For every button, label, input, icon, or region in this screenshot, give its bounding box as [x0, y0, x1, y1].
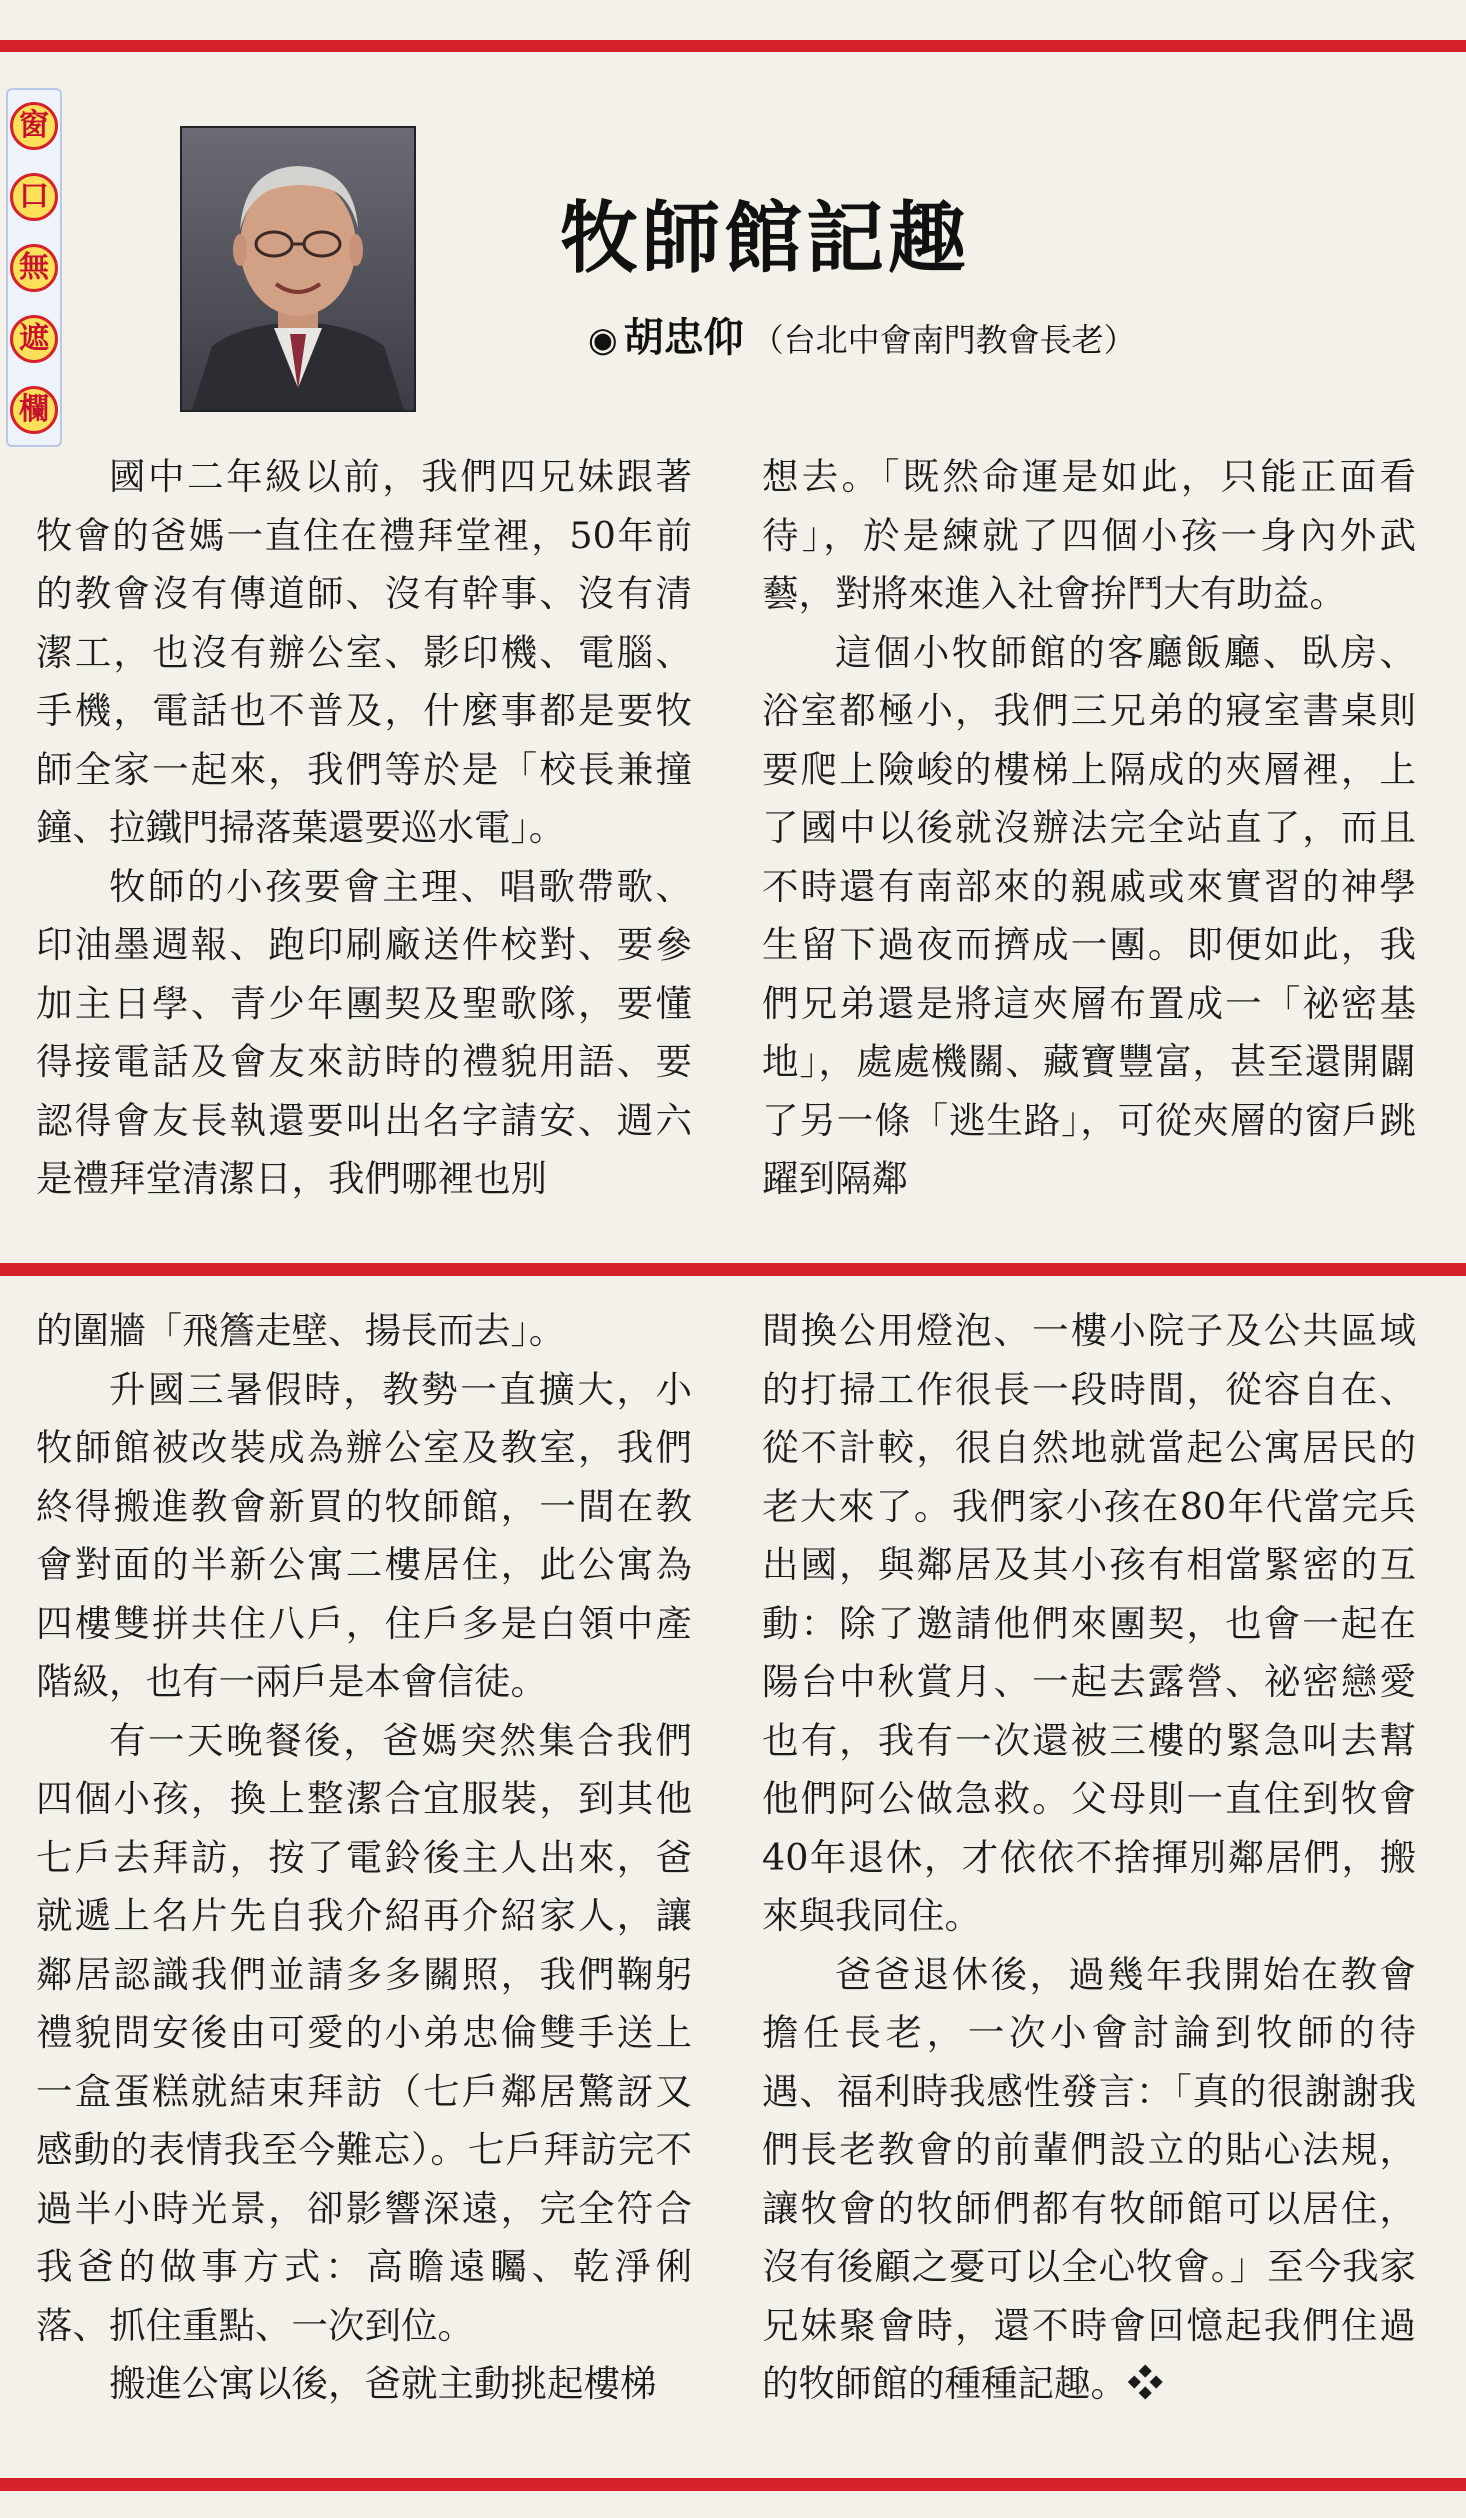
author-name: 胡忠仰 — [623, 315, 744, 361]
byline — [588, 306, 1288, 363]
top-red-rule — [0, 40, 1466, 52]
badge-char-5: 欄 — [10, 386, 58, 434]
paragraph-7-text: 爸爸退休後，過幾年我開始在教會擔任長老，一次小會討論到牧師的待遇、福利時我感性發言：「真的很謝謝我們長老教會的前輩們設立的貼心法規，讓牧會的牧師們都有牧師館可以居住，沒有後顧之憂可以全心牧會。」至今我家兄妹聚會時，還不時會回憶起我們住過的牧師館的種種記趣。 — [762, 1952, 1416, 2405]
column-bottom-left — [36, 1302, 692, 2414]
middle-red-rule — [0, 1263, 1466, 1276]
paragraph-4: 升國三暑假時，教勢一直擴大，小牧師館被改裝成為辦公室及教室，我們終得搬進教會新買的牧師館，一間在教會對面的半新公寓二樓居住，此公寓為四樓雙拼共住八戶，住戶多是白領中產階級，也有一兩戶是本會信徒。 — [36, 1367, 692, 1703]
portrait-illustration — [182, 128, 414, 410]
paragraph-2-start: 牧師的小孩要會主理、唱歌帶歌、印油墨週報、跑印刷廠送件校對、要參加主日學、青少年團契及聖歌隊，要懂得接電話及會友來訪時的禮貌用語、要認得會友長執還要叫出名字請安、週六是禮拜堂清潔日，我們哪裡也別 — [36, 864, 692, 1200]
column-name-badge — [6, 88, 62, 447]
author-affiliation: （台北中會南門教會長老） — [751, 321, 1136, 359]
badge-char-3: 無 — [10, 244, 58, 292]
paragraph-3-start: 這個小牧師館的客廳飯廳、臥房、浴室都極小，我們三兄弟的寢室書桌則要爬上險峻的樓梯上隔成的夾層裡，上了國中以後就沒辦法完全站直了，而且不時還有南部來的親戚或來實習的神學生留下過夜而擠成一團。即便如此，我們兄弟還是將這夾層布置成一「祕密基地」，處處機關、藏寶豐富，甚至還開闢了另一條「逃生路」，可從夾層的窗戶跳躍到隔鄰 — [762, 630, 1416, 1200]
paragraph-6-start: 搬進公寓以後，爸就主動挑起樓梯 — [109, 2362, 657, 2405]
bottom-red-rule — [0, 2478, 1466, 2491]
badge-char-4: 遮 — [10, 315, 58, 363]
paragraph-3-end: 的圍牆「飛簷走壁、揚長而去」。 — [36, 1309, 566, 1352]
paragraph-6-end: 間換公用燈泡、一樓小院子及公共區域的打掃工作很長一段時間，從容自在、從不計較，很自然地就當起公寓居民的老大來了。我們家小孩在80年代當完兵出國，與鄰居及其小孩有相當緊密的互動：除了邀請他們來團契，也會一起在陽台中秋賞月、一起去露營、祕密戀愛也有，我有一次還被三樓的緊急叫去幫他們阿公做急救。父母則一直住到牧會40年退休，才依依不捨揮別鄰居們，搬來與我同住。 — [762, 1309, 1416, 1937]
column-bottom-right — [762, 1302, 1416, 2414]
column-top-left — [36, 448, 692, 1209]
badge-char-1: 窗 — [10, 102, 58, 150]
end-mark-icon: ❖ — [1127, 2362, 1164, 2405]
column-top-right — [762, 448, 1416, 1209]
article-title: 牧師館記趣 — [560, 193, 971, 284]
paragraph-2-end: 想去。「既然命運是如此，只能正面看待」，於是練就了四個小孩一身內外武藝，對將來進入社會拚鬥大有助益。 — [762, 455, 1416, 615]
paragraph-5: 有一天晚餐後，爸媽突然集合我們四個小孩，換上整潔合宜服裝，到其他七戶去拜訪，按了電鈴後主人出來，爸就遞上名片先自我介紹再介紹家人，讓鄰居認識我們並請多多關照，我們鞠躬禮貌問安後由可愛的小弟忠倫雙手送上一盒蛋糕就結束拜訪（七戶鄰居驚訝又感動的表情我至今難忘）。七戶拜訪完不過半小時光景，卻影響深遠，完全符合我爸的做事方式：高瞻遠矚、乾淨俐落、抓住重點、一次到位。 — [36, 1718, 692, 2347]
paragraph-7 — [762, 1946, 1416, 2414]
byline-bullet-icon: ◉ — [588, 320, 618, 360]
author-portrait — [180, 126, 416, 412]
paragraph-1: 國中二年級以前，我們四兄妹跟著牧會的爸媽一直住在禮拜堂裡，50年前的教會沒有傳道師、沒有幹事、沒有清潔工，也沒有辦公室、影印機、電腦、手機，電話也不普及，什麼事都是要牧師全家一起來，我們等於是「校長兼撞鐘、拉鐵門掃落葉還要巡水電」。 — [36, 455, 692, 849]
badge-char-2: 口 — [10, 173, 58, 221]
